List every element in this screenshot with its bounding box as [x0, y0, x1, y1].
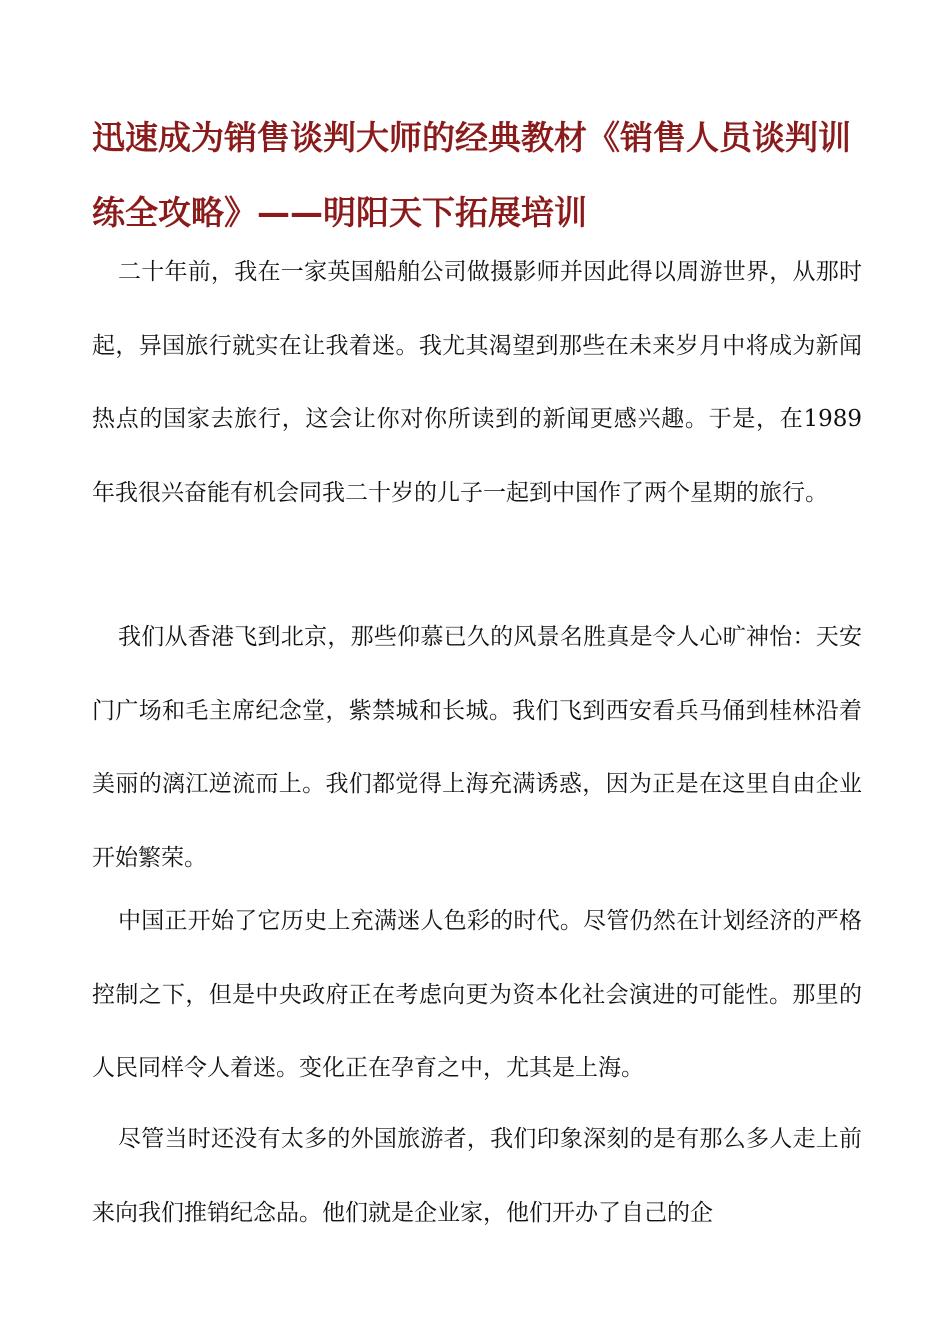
paragraph-2: 我们从香港飞到北京，那些仰慕已久的风景名胜真是令人心旷神怡：天安门广场和毛主席纪念堂，紫禁城和长城。我们飞到西安看兵马俑到桂林沿着美丽的漓江逆流而上。我们都觉得上海充满诱惑，因为正是在这里自由企业开始繁荣。 — [92, 624, 862, 871]
paragraph-1: 二十年前，我在一家英国船舶公司做摄影师并因此得以周游世界，从那时起，异国旅行就实在让我着迷。我尤其渴望到那些在未来岁月中将成为新闻热点的国家去旅行，这会让你对你所读到的新闻更感兴趣。于是，在1989年我很兴奋能有机会同我二十岁的儿子一起到中国作了两个星期的旅行。 — [92, 259, 862, 506]
paragraph-3: 中国正开始了它历史上充满迷人色彩的时代。尽管仍然在计划经济的严格控制之下，但是中央政府正在考虑向更为资本化社会演进的可能性。那里的人民同样令人着迷。变化正在孕育之中，尤其是上海。 — [92, 908, 862, 1081]
document-title: 迅速成为销售谈判大师的经典教材《销售人员谈判训练全攻略》——明阳天下拓展培训 — [92, 118, 851, 232]
paragraph-4: 尽管当时还没有太多的外国旅游者，我们印象深刻的是有那么多人走上前来向我们推销纪念品。他们就是企业家，他们开办了自己的企 — [92, 1126, 862, 1226]
